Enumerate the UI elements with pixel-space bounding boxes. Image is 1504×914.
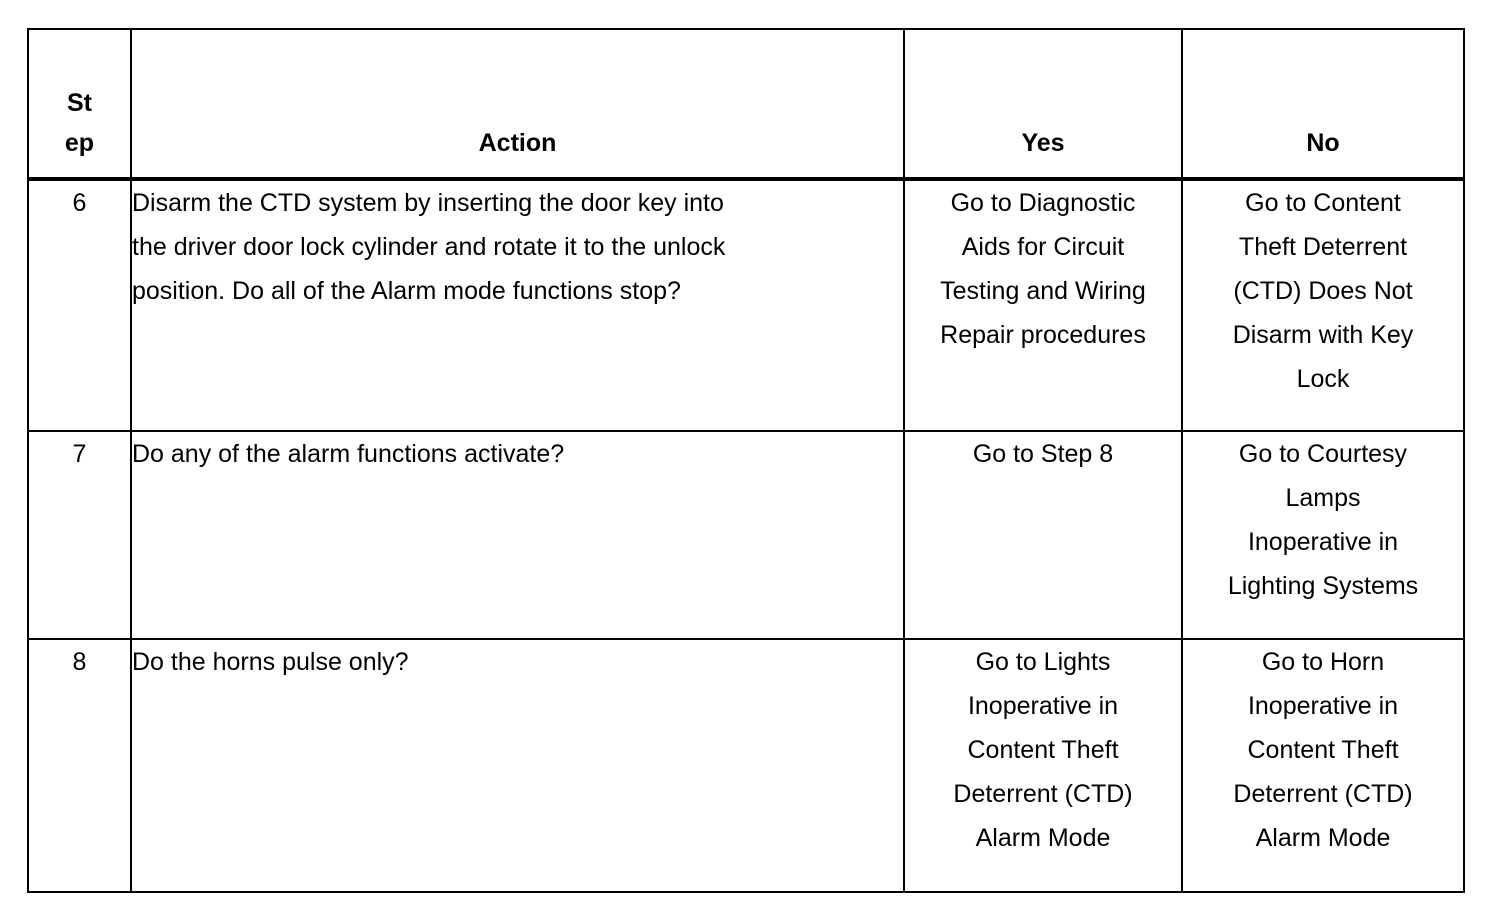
yes-cell bbox=[904, 639, 1182, 892]
no-cell bbox=[1182, 179, 1464, 431]
table-row bbox=[28, 179, 1464, 431]
table-row bbox=[28, 639, 1464, 892]
yes-text: Go to Lights Inoperative in Content Theft Deterrent (CTD) Alarm Mode bbox=[953, 648, 1133, 852]
action-cell bbox=[131, 639, 904, 892]
yes-cell bbox=[904, 431, 1182, 639]
header-yes: Yes bbox=[904, 29, 1182, 179]
yes-cell bbox=[904, 179, 1182, 431]
no-text: Go to Courtesy Lamps Inoperative in Lighting Systems bbox=[1227, 440, 1419, 600]
action-text: Disarm the CTD system by inserting the door key into the driver door lock cylinder and rotate it to the unlock position. Do all of the Alarm mode functions stop? bbox=[132, 189, 726, 305]
diagnostic-table-container bbox=[27, 28, 1463, 893]
no-cell bbox=[1182, 639, 1464, 892]
step-number: 8 bbox=[28, 639, 131, 892]
action-cell bbox=[131, 431, 904, 639]
action-cell bbox=[131, 179, 904, 431]
header-step bbox=[28, 29, 131, 179]
no-text: Go to Horn Inoperative in Content Theft Deterrent (CTD) Alarm Mode bbox=[1233, 648, 1413, 852]
action-text: Do the horns pulse only? bbox=[132, 648, 409, 676]
yes-text: Go to Step 8 bbox=[972, 440, 1114, 468]
table-header-row bbox=[28, 29, 1464, 179]
no-cell bbox=[1182, 431, 1464, 639]
step-number: 6 bbox=[28, 179, 131, 431]
header-step-line1: St bbox=[67, 89, 92, 117]
yes-text: Go to Diagnostic Aids for Circuit Testing and Wiring Repair procedures bbox=[940, 189, 1146, 349]
table-row bbox=[28, 431, 1464, 639]
step-number: 7 bbox=[28, 431, 131, 639]
header-action: Action bbox=[131, 29, 904, 179]
diagnostic-table bbox=[27, 28, 1465, 893]
header-no: No bbox=[1182, 29, 1464, 179]
action-text: Do any of the alarm functions activate? bbox=[132, 440, 565, 468]
no-text: Go to Content Theft Deterrent (CTD) Does Not Disarm with Key Lock bbox=[1232, 189, 1414, 393]
header-step-line2: ep bbox=[64, 129, 95, 157]
